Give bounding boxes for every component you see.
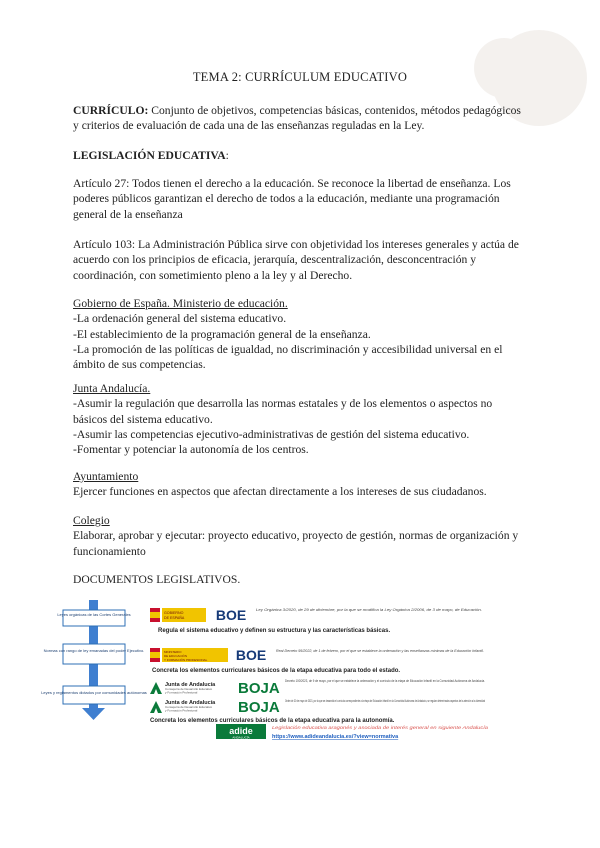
logo-text: GOBIERNO (164, 611, 184, 615)
junta-item: -Asumir las competencias ejecutivo-administrativas de gestión del sistema educativo. (73, 427, 470, 441)
logo-text: Consejería de Desarrollo Educativo (165, 705, 213, 709)
curriculo-paragraph (73, 103, 529, 134)
legislacion-colon: : (225, 149, 229, 162)
colegio-section (73, 513, 529, 559)
ayuntamiento-section (73, 469, 529, 500)
law-reference: Orden de 30 de mayo de 2023, por la que se desarrolla el currículo correspondiente a la etapa de Educación Infantil en la Comunidad Autónoma de Andalucía, se regulan determinados aspectos de la atención a la diversidad (285, 699, 485, 703)
logo-text: y Formación Profesional (165, 690, 198, 695)
logo-text: Y FORMACIÓN PROFESIONAL (164, 658, 208, 662)
junta-item: -Asumir la regulación que desarrolla las normas estatales y de los elementos o aspectos no básicos del sistema educativo. (73, 397, 493, 426)
junta-heading: Junta Andalucía. (73, 382, 151, 395)
documentos-heading: DOCUMENTOS LEGISLATIVOS. (73, 573, 241, 586)
logo-text: y Formación Profesional (165, 708, 198, 713)
colegio-text: Elaborar, aprobar y ejecutar: proyecto educativo, proyecto de gestión, normas de organización y funcionamiento (73, 529, 519, 558)
curriculo-text: Conjunto de objetivos, competencias básicas, contenidos, métodos pedagógicos y criterios de evaluación de cada una de las enseñanzas reguladas en la Ley. (73, 104, 521, 133)
left-box-text: Leyes orgánicas de las Cortes Generales (57, 612, 131, 617)
articulo-103: Artículo 103: La Administración Pública sirve con objetividad los intereses generales y actúa de acuerdo con los principios de eficacia, jerarquía, descentralización, desconcentración y coordinación, con sometimiento pleno a la ley y al Derecho. (73, 238, 519, 282)
page-title: TEMA 2: CURRÍCULUM EDUCATIVO (192, 70, 408, 84)
logo-text: Junta de Andalucía (165, 682, 216, 688)
boja-logo: BOJA (238, 680, 280, 697)
adide-brand-text: adide (229, 726, 253, 736)
row-caption: Regula el sistema educativo y definen su estructura y las características básicas. (158, 628, 391, 634)
row-caption: Concreta los elementos curriculares básicos de la etapa educativa para la autonomía. (150, 718, 395, 724)
legislacion-label: LEGISLACIÓN EDUCATIVA (73, 149, 226, 162)
boe-text: BOE (235, 647, 267, 663)
left-box-text: Leyes y reglamentos dictados por comunidades autónomas (41, 690, 147, 695)
articulo-27: Artículo 27: Todos tienen el derecho a la educación. Se reconoce la libertad de enseñanza. Los poderes públicos garantizan el derecho de todos a la educación, mediante una programación general de la enseñanza (73, 177, 511, 221)
legislation-figure (41, 596, 538, 742)
ayuntamiento-text: Ejercer funciones en aspectos que afectan directamente a los intereses de sus ciudadanos. (73, 485, 487, 499)
gobierno-heading: Gobierno de España. Ministerio de educación. (73, 297, 288, 310)
curriculo-label: CURRÍCULO: (73, 104, 149, 117)
footer-description: Legislación educativa aragonés y asociada de interés general en siguiente Andalucía (272, 725, 489, 730)
logo-text: MINISTERIO (164, 650, 182, 654)
boe-logo (231, 647, 271, 663)
junta-item: -Fomentar y potenciar la autonomía de los centros. (73, 443, 309, 457)
gobierno-item: -El establecimiento de la programación general de la enseñanza. (73, 327, 371, 341)
adide-logo (216, 724, 266, 740)
gobierno-item: -La promoción de las políticas de igualdad, no discriminación y accesibilidad universal en el ámbito de sus competencias. (73, 342, 503, 372)
adide-link[interactable]: https://www.adideandalucia.es/?view=normativa (272, 734, 399, 740)
logo-text: DE ESPAÑA (164, 616, 185, 620)
adide-brand-sub: ANDALUCÍA (232, 735, 250, 740)
logo-text: Consejería de Desarrollo Educativo (165, 687, 213, 691)
colegio-heading: Colegio (73, 514, 110, 527)
ministry-logo (150, 648, 228, 662)
legislation-diagram (41, 596, 538, 742)
row-caption: Concreta los elementos curriculares básicos de la etapa educativa para todo el estado. (152, 668, 401, 674)
junta-andalucia-logo (150, 682, 216, 695)
left-box (44, 644, 145, 664)
junta-andalucia-logo (150, 700, 216, 713)
boe-logo (211, 607, 251, 623)
boe-text: BOE (215, 607, 247, 623)
law-reference: Decreto 100/2023, de 9 de mayo, por el que se establece la ordenación y el currículo de la etapa de Educación Infantil en la Comunidad Autónoma de Andalucía. (285, 679, 485, 683)
logo-text: Junta de Andalucía (165, 700, 216, 706)
left-box (41, 686, 147, 704)
hierarchy-arrow-head (82, 708, 105, 720)
gobierno-section (73, 296, 529, 372)
left-box (57, 610, 130, 626)
logo-text: DE EDUCACIÓN (164, 654, 188, 658)
left-box-text: Normas con rango de ley emanadas del poder Ejecutivo. (43, 648, 145, 653)
junta-section (73, 381, 529, 457)
law-reference: Real Decreto 95/2022, de 1 de febrero, por el que se establece la ordenación y las enseñanzas mínimas de la Educación Infantil. (276, 649, 484, 653)
gobierno-item: -La ordenación general del sistema educativo. (73, 312, 287, 326)
ayuntamiento-heading: Ayuntamiento (73, 470, 139, 483)
boja-logo: BOJA (238, 699, 280, 716)
legislacion-heading (73, 148, 529, 163)
spain-government-logo (150, 608, 206, 622)
law-reference: Ley Orgánica 3/2020, de 29 de diciembre, por la que se modifica la Ley Orgánica 2/2006, de 3 de mayo, de Educación. (256, 608, 482, 612)
